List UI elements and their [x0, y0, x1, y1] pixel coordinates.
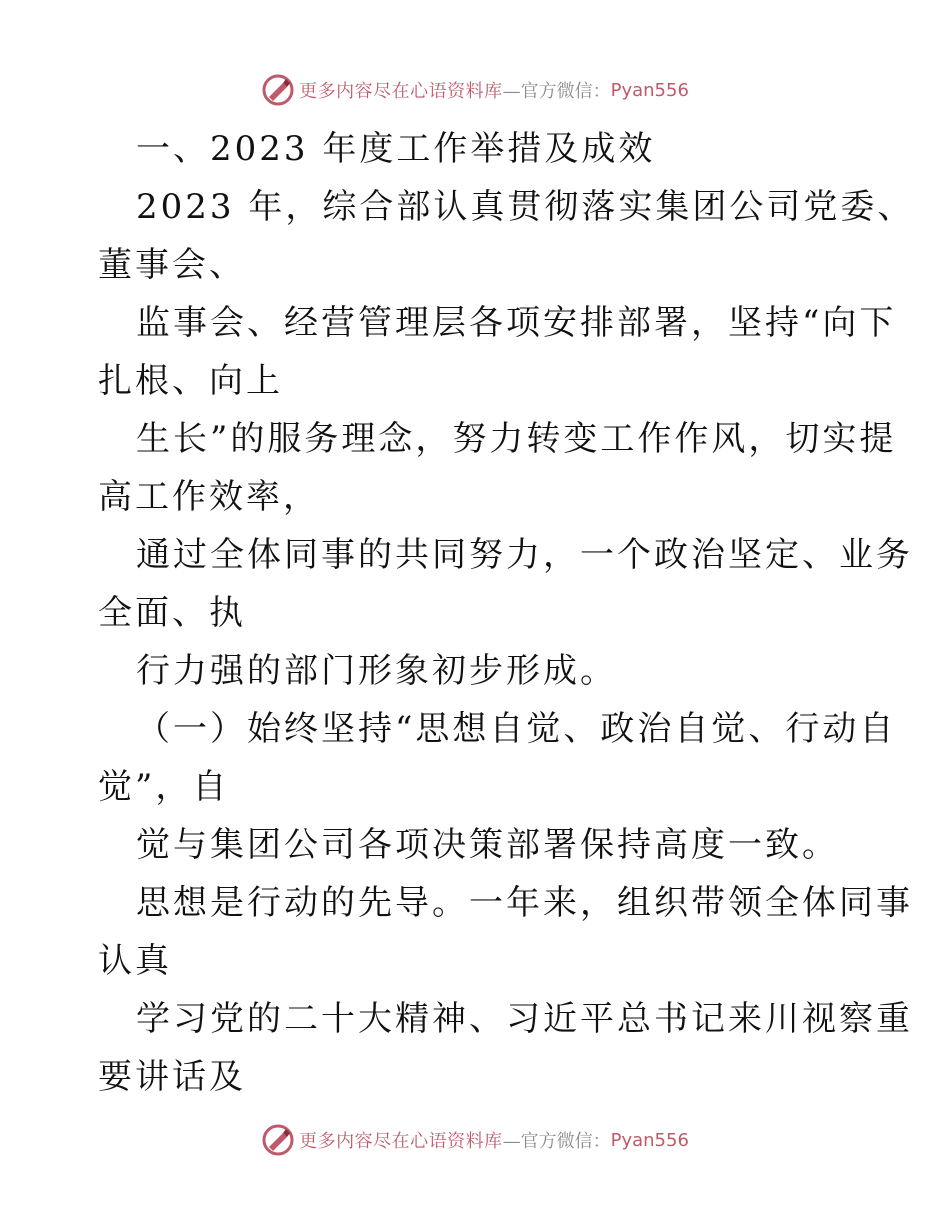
text-line: 思想是行动的先导。一年来，组织带领全体同事 — [136, 883, 913, 923]
text-line: 学习党的二十大精神、习近平总书记来川视察重 — [136, 999, 913, 1039]
text-line: 一、2023 年度工作举措及成效 — [136, 129, 656, 169]
text-line: 全面、执 — [98, 593, 246, 633]
header-watermark — [0, 70, 950, 110]
watermark-main-text: 更多内容尽在心语资料库 — [299, 81, 503, 102]
watermark-id-text: Pyan556 — [610, 1129, 689, 1151]
text-line: 高工作效率， — [98, 477, 320, 517]
watermark-id-text: Pyan556 — [610, 79, 689, 101]
watermark-sub-text: —官方微信： — [502, 1131, 611, 1152]
text-line: 生长”的服务理念，努力转变工作作风，切实提 — [136, 419, 897, 459]
text-line: （一）始终坚持“思想自觉、政治自觉、行动自 — [136, 709, 897, 749]
watermark-main-text: 更多内容尽在心语资料库 — [299, 1131, 503, 1152]
text-line: 2023 年，综合部认真贯彻落实集团公司党委、 — [136, 187, 915, 227]
watermark-sub-text: —官方微信： — [502, 81, 611, 102]
logo-icon — [261, 73, 295, 107]
logo-icon — [261, 1123, 295, 1157]
text-line: 监事会、经营管理层各项安排部署，坚持“向下 — [136, 303, 897, 343]
text-line: 行力强的部门形象初步形成。 — [136, 651, 617, 691]
text-line: 觉与集团公司各项决策部署保持高度一致。 — [136, 825, 839, 865]
text-line: 认真 — [98, 941, 172, 981]
text-line: 觉”，自 — [98, 767, 230, 807]
text-line: 董事会、 — [98, 245, 246, 285]
body-text — [98, 120, 915, 1106]
text-line: 通过全体同事的共同努力，一个政治坚定、业务 — [136, 535, 913, 575]
text-line: 要讲话及 — [98, 1057, 246, 1097]
text-line: 扎根、向上 — [98, 361, 283, 401]
footer-watermark — [0, 1120, 950, 1160]
